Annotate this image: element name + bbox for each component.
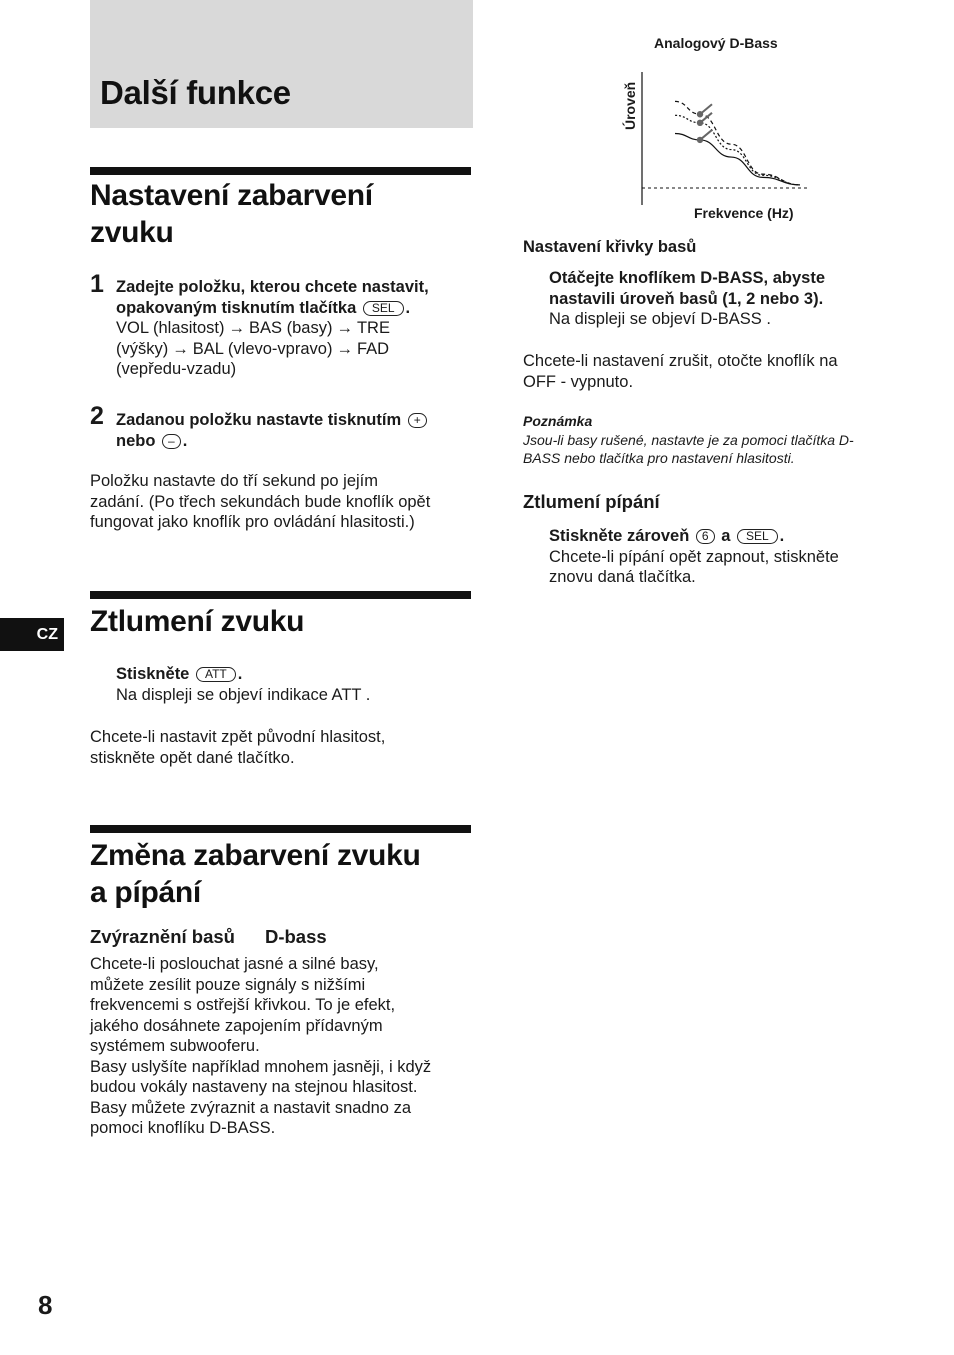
section-rule	[90, 167, 471, 175]
paragraph-change	[90, 954, 475, 1139]
series-tick-1	[700, 104, 712, 114]
text-line: jakého dosáhnete zapojením přídavným	[90, 1016, 383, 1035]
section-heading-tone	[90, 177, 471, 251]
paragraph-mute	[90, 727, 475, 768]
subheading-text: Zvýraznění basů	[90, 926, 235, 947]
action-text: Otáčejte knoflíkem D-BASS, abyste	[549, 269, 826, 287]
text-line: pomoci knoflíku D-BASS.	[90, 1119, 276, 1137]
heading-line: Ztlumení zvuku	[90, 605, 305, 638]
language-tab: CZ	[0, 618, 64, 651]
text-line: systémem subwooferu.	[90, 1037, 260, 1055]
seq-item: FAD	[356, 339, 390, 358]
sel-key: SEL	[363, 301, 404, 316]
subheading-bass-curve: Nastavení křivky basů	[523, 238, 697, 256]
chart-title: Analogový D-Bass	[654, 35, 778, 51]
text-line: Chcete-li nastavit zpět původní hlasitost,	[90, 728, 386, 746]
heading-line: zvuku	[90, 216, 174, 249]
minus-key: –	[162, 434, 181, 449]
title-band	[90, 0, 473, 128]
subheading-dbass	[90, 926, 327, 948]
seq-item: VOL (hlasitost)	[116, 319, 225, 337]
page-title: Další funkce	[100, 74, 291, 111]
beep-action: Stiskněte zároveň 6 a SEL . Chcete-li pípání opět zapnout, stiskněte znovu daná tlačítka.	[549, 526, 909, 588]
action-note: Na displeji se objeví indikace ATT .	[116, 685, 371, 704]
section-heading-mute	[90, 603, 471, 640]
arrow-icon: →	[336, 319, 353, 337]
text-line: Basy uslyšíte například mnohem jasněji, i když	[90, 1057, 432, 1076]
action-note: Na displeji se objeví D-BASS .	[549, 310, 771, 328]
paragraph-bass-curve	[523, 351, 913, 392]
subheading-text: D-bass	[264, 926, 327, 947]
seq-item: TRE	[356, 319, 390, 337]
paragraph-tone	[90, 471, 475, 533]
text-line: budou vokály nastaveny na stejnou hlasitost.	[90, 1078, 418, 1096]
seq-item: BAL (vlevo-vpravo)	[192, 339, 333, 358]
series-line-1	[675, 101, 800, 184]
seq-item: (vepředu-vzadu)	[116, 360, 237, 378]
y-axis-label: Úroveň	[622, 81, 638, 130]
step-number: 1	[90, 270, 104, 298]
note-body	[523, 431, 918, 467]
action-text: Stiskněte	[116, 665, 190, 683]
text-line: frekvencemi s ostřejší křivkou. To je efekt,	[90, 996, 396, 1014]
text-line: stiskněte opět dané tlačítko.	[90, 748, 295, 767]
key-6: 6	[696, 529, 715, 544]
step-2: Zadanou položku nastavte tisknutím + nebo – .	[116, 410, 476, 451]
text-line: BASS nebo tlačítka pro nastavení hlasitosti.	[523, 450, 795, 466]
step-1: Zadejte položku, kterou chcete nastavit, opakovaným tisknutím tlačítka SEL . VOL (hlasitost) → BAS (basy) → TRE (výšky) → BAL (vlevo-vpravo) → FAD (vepředu-vzadu)	[116, 277, 476, 380]
x-axis-label: Frekvence (Hz)	[694, 205, 794, 221]
seq-item: (výšky)	[116, 339, 169, 358]
text-line: OFF - vypnuto.	[523, 372, 634, 391]
note-title: Poznámka	[523, 413, 593, 429]
step-instruction: opakovaným tisknutím tlačítka	[116, 298, 357, 317]
sel-key: SEL	[737, 529, 778, 544]
series-tick-3	[700, 130, 712, 140]
arrow-icon: →	[172, 339, 189, 358]
step-instruction: Zadanou položku nastavte tisknutím	[116, 411, 402, 429]
series-line-2	[675, 115, 800, 185]
action-text: nastavili úroveň basů (1, 2 nebo 3).	[549, 289, 824, 308]
heading-line: Změna zabarvení zvuku	[90, 839, 421, 872]
text-line: Basy můžete zvýraznit a nastavit snadno za	[90, 1098, 411, 1117]
text-line: zadání. (Po třech sekundách bude knoflík opět	[90, 492, 431, 511]
text-line: můžete zesílit pouze signály s nižšími	[90, 975, 366, 994]
mute-action: Stiskněte ATT . Na displeji se objeví indikace ATT .	[116, 664, 476, 705]
series-line-3	[675, 134, 800, 185]
subheading-beep: Ztlumení pípání	[523, 491, 660, 512]
arrow-icon: →	[228, 319, 246, 337]
text-line: fungovat jako knoflík pro ovládání hlasitosti.)	[90, 513, 415, 531]
section-rule	[90, 825, 471, 833]
heading-line: a pípání	[90, 876, 201, 909]
text-line: Položku nastavte do tří sekund po jejím	[90, 472, 378, 490]
seq-item: BAS (basy)	[249, 319, 333, 337]
step-number: 2	[90, 402, 104, 430]
step-instruction: nebo	[116, 431, 156, 450]
section-rule	[90, 591, 471, 599]
arrow-icon: →	[336, 339, 353, 358]
action-text: a	[721, 527, 731, 545]
text-line: Chcete-li pípání opět zapnout, stiskněte	[549, 547, 839, 566]
text-line: Chcete-li nastavení zrušit, otočte knoflík na	[523, 352, 838, 370]
heading-line: Nastavení zabarvení	[90, 179, 373, 212]
att-key: ATT	[196, 667, 236, 682]
action-text: Stiskněte zároveň	[549, 527, 690, 545]
text-line: Jsou-li basy rušené, nastavte je za pomoci tlačítka D-	[523, 432, 854, 448]
plus-key: +	[408, 413, 427, 428]
text-line: Chcete-li poslouchat jasné a silné basy,	[90, 955, 379, 973]
step-instruction: Zadejte položku, kterou chcete nastavit,	[116, 278, 429, 296]
page-number: 8	[38, 1290, 53, 1320]
bass-curve-action	[549, 268, 909, 330]
section-heading-change	[90, 837, 471, 911]
text-line: znovu daná tlačítka.	[549, 568, 696, 586]
